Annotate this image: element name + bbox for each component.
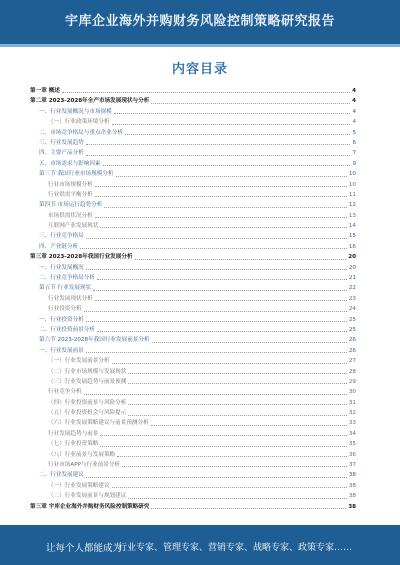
toc-page-number: 11 bbox=[348, 191, 356, 198]
toc-entry-title: 第二章 2023-2028年全产市场发展现状与分析 bbox=[30, 98, 150, 105]
toc-page-number: 36 bbox=[348, 451, 356, 458]
toc-page-number: 38 bbox=[348, 493, 356, 500]
toc-entry[interactable] bbox=[30, 86, 356, 96]
toc-entry[interactable] bbox=[30, 148, 356, 158]
toc-entry-title: 第一章 概述 bbox=[30, 87, 60, 94]
toc-entry[interactable] bbox=[30, 200, 356, 210]
toc-entry-title: 三、行业竞争格局 bbox=[39, 233, 84, 240]
toc-leader-dots bbox=[128, 373, 347, 374]
toc-leader-dots bbox=[112, 363, 347, 364]
footer-lead-text: 让每个人都能成为 bbox=[46, 543, 123, 554]
toc-leader-dots bbox=[95, 300, 347, 301]
toc-leader-dots bbox=[86, 144, 351, 145]
toc-entry-title: 第四节 市场运行趋势分析 bbox=[39, 202, 103, 209]
toc-entry[interactable] bbox=[30, 429, 356, 439]
toc-leader-dots bbox=[125, 134, 351, 135]
toc-entry[interactable] bbox=[30, 117, 356, 127]
toc-entry-title: （一）行业发展前景分析 bbox=[48, 358, 110, 365]
toc-page-number: 27 bbox=[348, 358, 356, 365]
toc-entry-title: （四）行业投资前景与风险分析 bbox=[48, 399, 127, 406]
toc-entry[interactable] bbox=[30, 107, 356, 117]
toc-entry[interactable] bbox=[30, 304, 356, 314]
toc-entry[interactable] bbox=[30, 367, 356, 377]
toc-leader-dots bbox=[128, 415, 347, 416]
footer-tags-text: 行业专家、管理专家、营销专家、战略专家、政策专家…… bbox=[118, 543, 353, 553]
toc-page-number: 29 bbox=[348, 378, 356, 385]
toc-entry[interactable] bbox=[30, 190, 356, 200]
toc-leader-dots bbox=[95, 217, 347, 218]
toc-entry-title: 行业竞争分析 bbox=[48, 389, 82, 396]
toc-page-number: 38 bbox=[348, 503, 356, 510]
toc-leader-dots bbox=[80, 248, 347, 249]
toc-leader-dots bbox=[117, 456, 347, 457]
toc-entry[interactable] bbox=[30, 263, 356, 273]
toc-leader-dots bbox=[116, 176, 347, 177]
toc-entry[interactable] bbox=[30, 387, 356, 397]
toc-entry[interactable] bbox=[30, 408, 356, 418]
toc-leader-dots bbox=[128, 404, 347, 405]
toc-leader-dots bbox=[93, 290, 347, 291]
toc-leader-dots bbox=[128, 383, 347, 384]
toc-leader-dots bbox=[151, 508, 346, 509]
toc-entry[interactable] bbox=[30, 211, 356, 221]
toc-leader-dots bbox=[151, 425, 347, 426]
toc-entry-title: 第五节 行业发展现状 bbox=[39, 285, 92, 292]
toc-page-number: 22 bbox=[348, 285, 356, 292]
toc-entry[interactable] bbox=[30, 283, 356, 293]
toc-page-number: 37 bbox=[348, 462, 356, 469]
toc-leader-dots bbox=[112, 124, 351, 125]
toc-entry[interactable] bbox=[30, 491, 356, 501]
toc-entry[interactable] bbox=[30, 96, 356, 106]
toc-entry-title: 一、行业投资分析 bbox=[39, 316, 84, 323]
toc-page-number: 30 bbox=[348, 389, 356, 396]
toc-page-number: 4 bbox=[352, 108, 356, 115]
toc-leader-dots bbox=[128, 498, 347, 499]
toc-entry[interactable] bbox=[30, 470, 356, 480]
toc-entry-title: （一）行业发展策略建议 bbox=[48, 482, 110, 489]
toc-entry[interactable] bbox=[30, 356, 356, 366]
toc-entry[interactable] bbox=[30, 180, 356, 190]
toc-leader-dots bbox=[100, 435, 347, 436]
toc-entry[interactable] bbox=[30, 294, 356, 304]
toc-leader-dots bbox=[84, 394, 347, 395]
toc-leader-dots bbox=[62, 92, 350, 93]
report-title: 宇库企业海外并购财务风险控制策略研究报告 bbox=[64, 14, 335, 29]
toc-page-number: 13 bbox=[348, 212, 356, 219]
toc-page-number: 32 bbox=[348, 410, 356, 417]
toc-entry[interactable] bbox=[30, 128, 356, 138]
toc-leader-dots bbox=[86, 269, 347, 270]
toc-entry[interactable] bbox=[30, 398, 356, 408]
toc-entry[interactable] bbox=[30, 481, 356, 491]
toc-entry[interactable] bbox=[30, 315, 356, 325]
toc-entry-title: （二）行业市场规模与发展现状 bbox=[48, 368, 127, 375]
toc-entry-title: 行业市场规模分析 bbox=[48, 181, 93, 188]
toc-page-number: 10 bbox=[348, 181, 356, 188]
toc-leader-dots bbox=[97, 331, 347, 332]
toc-entry[interactable] bbox=[30, 169, 356, 179]
toc-entry-title: 二、行业投资前景分析 bbox=[39, 326, 95, 333]
toc-leader-dots bbox=[122, 466, 347, 467]
header-divider bbox=[0, 44, 400, 47]
toc-leader-dots bbox=[86, 321, 347, 322]
toc-entry-title: 一、行业发展前景 bbox=[39, 347, 84, 354]
toc-entry-title: 第三章 2023-2028年我国行业发展分析 bbox=[30, 254, 133, 261]
toc-entry-title: 一、行业发展概况 bbox=[39, 264, 84, 271]
toc-entry[interactable] bbox=[30, 138, 356, 148]
toc-entry-title: 行业发展现状分析 bbox=[48, 295, 93, 302]
toc-page-number: 28 bbox=[348, 368, 356, 375]
toc-page-number: 4 bbox=[352, 87, 356, 94]
toc-entry-title: 市场供需状况分析 bbox=[48, 212, 93, 219]
toc-entry-title: 一、行业发展概况与市场规模 bbox=[39, 108, 112, 115]
toc-leader-dots bbox=[112, 487, 347, 488]
toc-entry-title: 互联网产业发展现状 bbox=[48, 223, 99, 230]
toc-leader-dots bbox=[100, 227, 347, 228]
toc-page-number: 38 bbox=[348, 472, 356, 479]
toc-entry-title: 四、产业链分析 bbox=[39, 243, 79, 250]
toc-entry-title: （一）行业政策环境分析 bbox=[48, 119, 110, 126]
toc-page-number: 21 bbox=[348, 275, 356, 282]
page-title: 内容目录 bbox=[171, 62, 228, 77]
toc-page-number: 23 bbox=[348, 295, 356, 302]
toc-leader-dots bbox=[95, 196, 347, 197]
toc-leader-dots bbox=[100, 446, 347, 447]
toc-entry-title: 五、市场需求与影响因素 bbox=[39, 160, 101, 167]
toc-page-number: 6 bbox=[352, 139, 356, 146]
toc-entry-title: （五）行业投资机会与风险提示 bbox=[48, 410, 127, 417]
toc-entry-title: （六）行业发展策略建议与前景预测分析 bbox=[48, 420, 149, 427]
toc-page-number: 12 bbox=[348, 202, 356, 209]
toc-page-number: 5 bbox=[352, 129, 356, 136]
toc-entry-title: 第六节 2023-2028年我国行业发展前景分析 bbox=[39, 337, 150, 344]
toc-entry-title: （三）行业发展趋势与前景预测 bbox=[48, 378, 127, 385]
toc-entry[interactable] bbox=[30, 252, 356, 262]
toc-leader-dots bbox=[97, 279, 347, 280]
toc-page-number: 26 bbox=[348, 347, 356, 354]
toc-leader-dots bbox=[152, 342, 347, 343]
toc-leader-dots bbox=[86, 155, 351, 156]
toc-entry-title: （二）行业发展前景与规划建议 bbox=[48, 493, 127, 500]
toc-entry[interactable] bbox=[30, 242, 356, 252]
toc-entry-title: 第三章 宇库企业海外并购财务风险控制策略研究 bbox=[30, 503, 150, 510]
toc-page-number: 20 bbox=[348, 264, 356, 271]
toc-entry[interactable] bbox=[30, 502, 356, 512]
toc-page-number: 15 bbox=[348, 233, 356, 240]
toc-entry-title: 二、行业发展建议 bbox=[39, 472, 84, 479]
toc-page-number: 14 bbox=[348, 223, 356, 230]
toc-entry[interactable] bbox=[30, 221, 356, 231]
toc-entry-title: 行业供需平衡分析 bbox=[48, 191, 93, 198]
toc-entry[interactable] bbox=[30, 346, 356, 356]
toc-entry[interactable] bbox=[30, 231, 356, 241]
toc-page-number: 4 bbox=[352, 98, 356, 105]
toc-page-number: 4 bbox=[352, 119, 356, 126]
toc-page-number: 35 bbox=[348, 441, 356, 448]
toc-leader-dots bbox=[86, 238, 347, 239]
toc-entry[interactable] bbox=[30, 273, 356, 283]
toc-page-number: 26 bbox=[348, 337, 356, 344]
toc-entry[interactable] bbox=[30, 325, 356, 335]
toc-entry-title: 行业市场APP与行业前景分析 bbox=[48, 462, 121, 469]
toc-entry[interactable] bbox=[30, 335, 356, 345]
toc-leader-dots bbox=[95, 186, 347, 187]
toc-entry-title: 四、主要产品分析 bbox=[39, 150, 84, 157]
table-of-contents bbox=[30, 86, 356, 512]
toc-entry-title: 二、行业竞争格局分析 bbox=[39, 275, 95, 282]
toc-page-number: 10 bbox=[348, 171, 356, 178]
toc-entry-title: （七）行业投资策略 bbox=[48, 441, 99, 448]
toc-page-number: 7 bbox=[352, 150, 356, 157]
toc-page-number: 25 bbox=[348, 326, 356, 333]
toc-page-number: 24 bbox=[348, 306, 356, 313]
toc-leader-dots bbox=[104, 207, 347, 208]
toc-page-number: 25 bbox=[348, 316, 356, 323]
toc-entry-title: 三、行业发展趋势 bbox=[39, 139, 84, 146]
toc-entry[interactable] bbox=[30, 460, 356, 470]
toc-entry-title: 行业发展趋势与前景 bbox=[48, 430, 99, 437]
toc-page-number: 34 bbox=[348, 430, 356, 437]
toc-entry-title: 二、市场竞争格局与重点企业分析 bbox=[39, 129, 123, 136]
toc-leader-dots bbox=[84, 311, 347, 312]
toc-leader-dots bbox=[86, 352, 347, 353]
toc-entry[interactable] bbox=[30, 159, 356, 169]
toc-leader-dots bbox=[114, 113, 351, 114]
toc-leader-dots bbox=[151, 103, 350, 104]
toc-entry-title: （八）行业前景与发展策略 bbox=[48, 451, 116, 458]
toc-entry-title: 第三节 我国行业市场规模分析 bbox=[39, 171, 114, 178]
toc-page-number: 16 bbox=[348, 243, 356, 250]
toc-leader-dots bbox=[86, 477, 347, 478]
toc-entry-title: 行业投资分析 bbox=[48, 306, 82, 313]
toc-entry[interactable] bbox=[30, 450, 356, 460]
toc-leader-dots bbox=[135, 259, 347, 260]
toc-entry[interactable] bbox=[30, 439, 356, 449]
toc-page-number: 9 bbox=[352, 160, 356, 167]
toc-entry[interactable] bbox=[30, 419, 356, 429]
toc-page-number: 38 bbox=[348, 482, 356, 489]
toc-page-number: 31 bbox=[348, 399, 356, 406]
toc-entry[interactable] bbox=[30, 377, 356, 387]
toc-leader-dots bbox=[103, 165, 351, 166]
toc-page-number: 33 bbox=[348, 420, 356, 427]
toc-page-number: 20 bbox=[348, 254, 356, 261]
